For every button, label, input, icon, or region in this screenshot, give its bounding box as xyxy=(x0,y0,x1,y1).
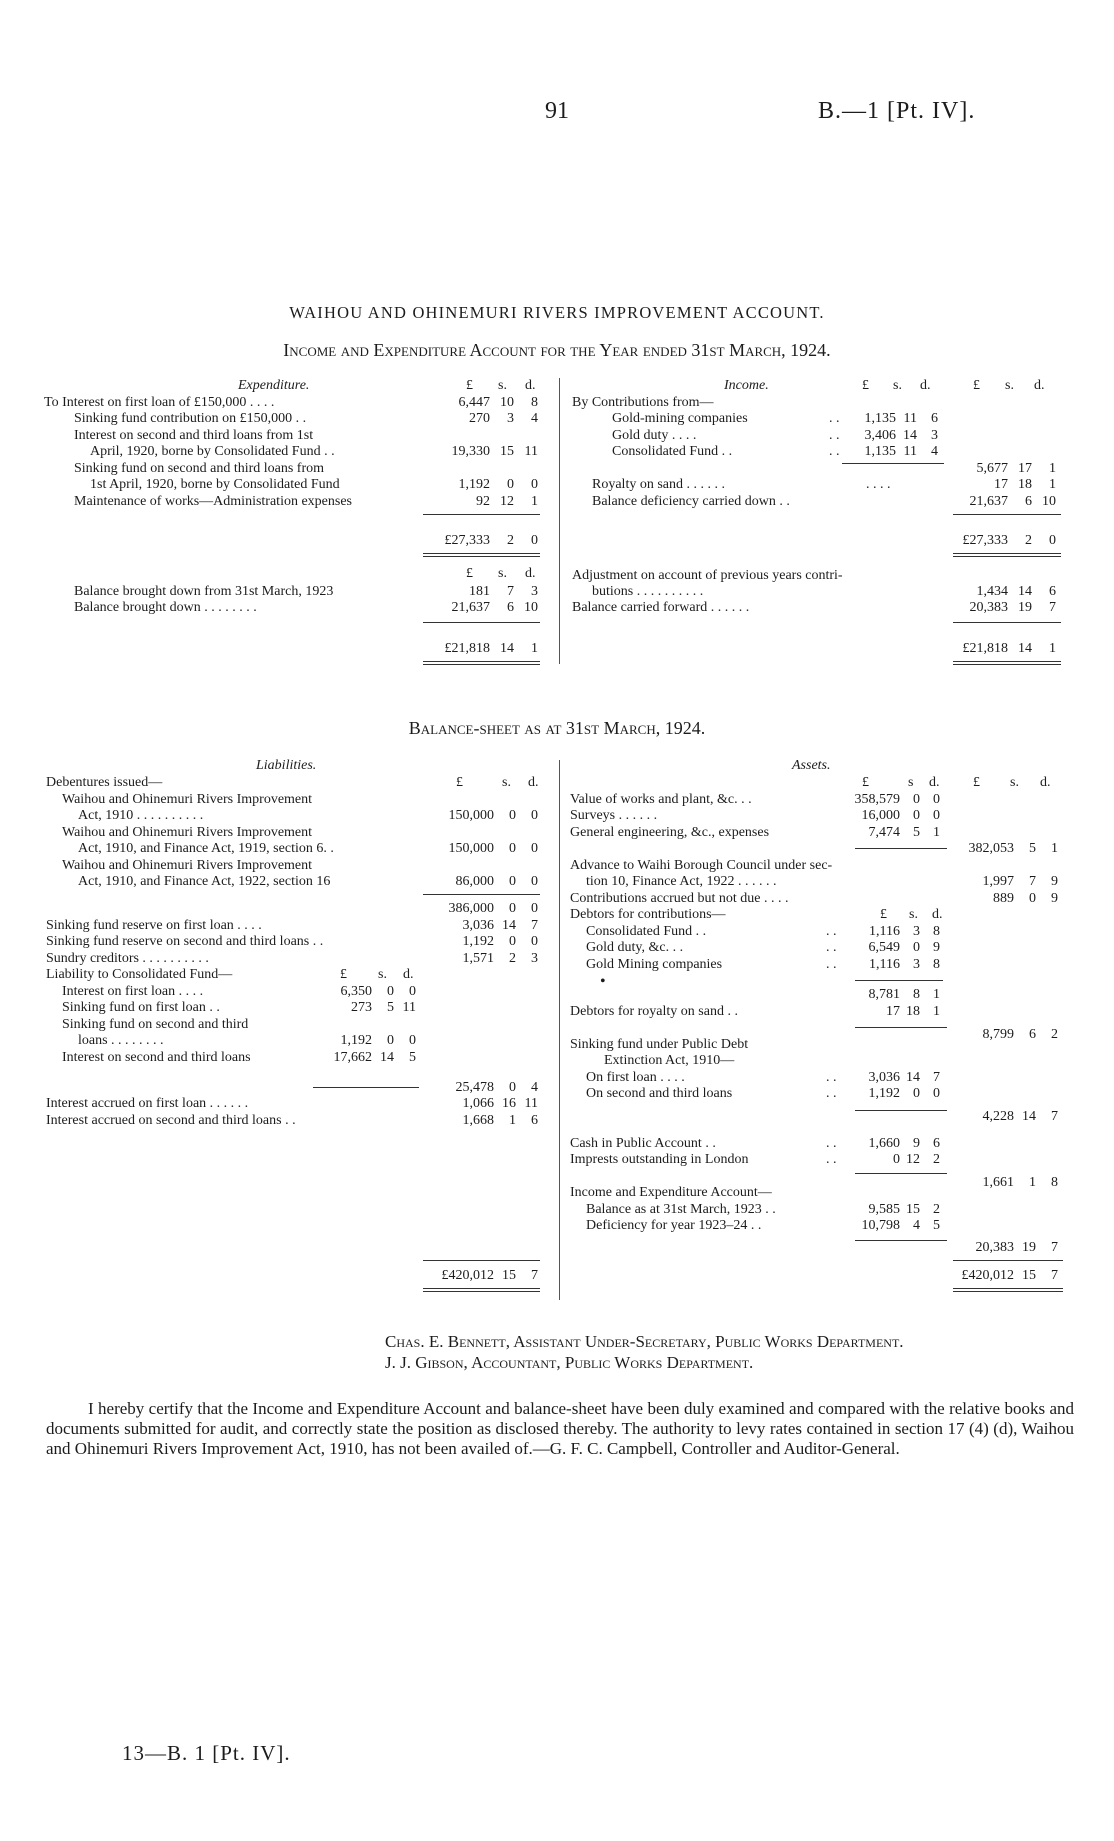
amount-shillings: 18 xyxy=(906,1004,920,1019)
amount-shillings: 0 xyxy=(387,984,394,999)
ie-column-divider xyxy=(559,378,560,664)
amount-pence: 4 xyxy=(531,411,538,426)
sinking-total-pounds: 4,228 xyxy=(982,1109,1014,1124)
amount-shillings: 0 xyxy=(913,808,920,823)
income-expenditure-title: Income and Expenditure Account for the Year ended 31st March, 1924. xyxy=(283,340,831,360)
income-grand-total-pence: 1 xyxy=(1049,641,1056,656)
signatory-bennett: Chas. E. Bennett, Assistant Under-Secretary, Public Works Department. xyxy=(385,1332,904,1351)
subtotal-rule xyxy=(423,1260,540,1261)
ie-total-pence: 7 xyxy=(1051,1240,1058,1255)
subtotal-rule xyxy=(855,980,943,981)
amount-pence: 6 xyxy=(531,1113,538,1128)
income-total-pounds: £27,333 xyxy=(962,533,1008,548)
assets-grand-total-pence: 7 xyxy=(1051,1268,1058,1283)
amount-pounds: 1,668 xyxy=(462,1113,494,1128)
col-head-pounds: £ xyxy=(880,907,887,922)
cf-line: Interest on second and third loans xyxy=(62,1050,251,1065)
income-grand-total-pounds: £21,818 xyxy=(962,641,1008,656)
amount-pence: 3 xyxy=(931,428,938,443)
income-line: Consolidated Fund . . xyxy=(612,444,733,459)
amount-shillings: 14 xyxy=(906,1070,920,1085)
amount-pence: 0 xyxy=(531,934,538,949)
accrued-line: Interest accrued on second and third loans . . xyxy=(46,1113,296,1128)
amount-shillings: 0 xyxy=(1029,891,1036,906)
accrued-line: Interest accrued on first loan . . . . . . xyxy=(46,1096,249,1111)
cash-total-shillings: 1 xyxy=(1029,1175,1036,1190)
debentures-line: Waihou and Ohinemuri Rivers Improvement xyxy=(62,825,313,840)
amount-pence: 2 xyxy=(933,1202,940,1217)
income-line: Balance deficiency carried down . . xyxy=(592,494,790,509)
liabilities-heading: Liabilities. xyxy=(256,758,317,773)
amount-pounds: 1,135 xyxy=(864,411,896,426)
cf-total-pence: 4 xyxy=(531,1080,538,1095)
signatory-gibson: J. J. Gibson, Accountant, Public Works Department. xyxy=(385,1353,754,1372)
debentures-line: Waihou and Ohinemuri Rivers Improvement xyxy=(62,858,313,873)
amount-pounds: 16,000 xyxy=(861,808,900,823)
amount-pounds: 1,192 xyxy=(458,477,490,492)
debtor-line: Gold duty, &c. . . xyxy=(586,940,684,955)
col-head-shillings: s xyxy=(908,775,914,790)
assets-heading: Assets. xyxy=(792,758,831,773)
expenditure-grand-total-pounds: £21,818 xyxy=(444,641,490,656)
col-head-pence: d. xyxy=(525,566,536,581)
amount-pence: 3 xyxy=(531,584,538,599)
amount-shillings: 11 xyxy=(903,444,917,459)
amount-shillings: 3 xyxy=(913,924,920,939)
debtor-subtotal-pounds: 8,781 xyxy=(868,987,900,1002)
amount-pounds: 5,677 xyxy=(976,461,1008,476)
amount-pence: 6 xyxy=(933,1136,940,1151)
amount-shillings: 19 xyxy=(1018,600,1032,615)
amount-shillings: 16 xyxy=(502,1096,516,1111)
adjustment-line: butions . . . . . . . . . . xyxy=(592,584,704,599)
bullet-mark: • xyxy=(600,973,606,990)
asset-line: Advance to Waihi Borough Council under sec- xyxy=(570,858,833,873)
col-head-pounds: £ xyxy=(973,378,980,393)
col-head-pounds: £ xyxy=(466,566,473,581)
amount-pounds: 3,036 xyxy=(868,1070,900,1085)
amount-shillings: 0 xyxy=(387,1033,394,1048)
document-title: WAIHOU AND OHINEMURI RIVERS IMPROVEMENT ACCOUNT. xyxy=(289,303,825,322)
expenditure-total-pounds: £27,333 xyxy=(444,533,490,548)
liability-line: Sinking fund reserve on first loan . . . . xyxy=(46,918,262,933)
expenditure-line: 1st April, 1920, borne by Consolidated Fund xyxy=(90,477,340,492)
col-head-pence: d. xyxy=(1034,378,1045,393)
amount-pounds: 1,192 xyxy=(462,934,494,949)
subtotal-rule xyxy=(855,1110,947,1111)
debtor-subtotal-shillings: 8 xyxy=(913,987,920,1002)
cf-line: loans . . . . . . . . xyxy=(78,1033,164,1048)
sinking-total-shillings: 14 xyxy=(1022,1109,1036,1124)
liability-line: Sinking fund reserve on second and third loans . . xyxy=(46,934,324,949)
amount-shillings: 14 xyxy=(903,428,917,443)
amount-pounds: 3,036 xyxy=(462,918,494,933)
col-head-pence: d. xyxy=(920,378,931,393)
col-head-pounds: £ xyxy=(456,775,463,790)
amount-pence: 1 xyxy=(1049,477,1056,492)
total-rule xyxy=(953,553,1061,554)
assets-grand-total-shillings: 15 xyxy=(1022,1268,1036,1283)
amount-pence: 11 xyxy=(524,444,538,459)
amount-shillings: 4 xyxy=(913,1218,920,1233)
col-head-pence: d. xyxy=(403,967,414,982)
subtotal-rule xyxy=(953,514,1061,515)
debtors-total-pence: 2 xyxy=(1051,1027,1058,1042)
expenditure-line: April, 1920, borne by Consolidated Fund . . xyxy=(90,444,335,459)
asset-line: Cash in Public Account . . xyxy=(570,1136,716,1151)
amount-pence: 9 xyxy=(1051,891,1058,906)
income-line: Gold duty . . . . xyxy=(612,428,697,443)
amount-pence: 6 xyxy=(931,411,938,426)
income-grand-total-shillings: 14 xyxy=(1018,641,1032,656)
amount-pence: 5 xyxy=(933,1218,940,1233)
amount-pounds: 1,135 xyxy=(864,444,896,459)
asset-line: Sinking fund under Public Debt xyxy=(570,1037,749,1052)
audit-certificate: I hereby certify that the Income and Expenditure Account and balance-sheet have been duly examined and compared with the relative books and documents submitted for audit, and correctly state the position as disclosed thereby. The authority to levy rates contained in section 17 (4) (d), Waihou and Ohinemuri Rivers Improvement Act, 1910, has not been availed of.—G. F. C. Campbell, Controller and Auditor-General. xyxy=(46,1399,1074,1458)
debentures-total-pence: 0 xyxy=(531,901,538,916)
amount-shillings: 15 xyxy=(500,444,514,459)
amount-shillings: 0 xyxy=(913,1086,920,1101)
amount-shillings: 3 xyxy=(507,411,514,426)
expenditure-total-shillings: 2 xyxy=(507,533,514,548)
amount-shillings: 12 xyxy=(500,494,514,509)
asset-line: On second and third loans xyxy=(586,1086,733,1101)
debentures-line: Act, 1910, and Finance Act, 1922, section 16 xyxy=(78,874,331,889)
amount-pence: 5 xyxy=(409,1050,416,1065)
amount-shillings: 0 xyxy=(913,940,920,955)
balance-sheet-title: Balance-sheet as at 31st March, 1924. xyxy=(408,718,706,738)
amount-pounds: 273 xyxy=(351,1000,372,1015)
subtotal-rule xyxy=(953,622,1061,623)
amount-pounds: 17,662 xyxy=(333,1050,372,1065)
amount-pounds: 150,000 xyxy=(448,808,494,823)
amount-pence: 8 xyxy=(933,924,940,939)
income-line: Gold-mining companies xyxy=(612,411,748,426)
amount-pounds: 92 xyxy=(476,494,490,509)
debentures-line: Act, 1910 . . . . . . . . . . xyxy=(78,808,204,823)
asset-line: tion 10, Finance Act, 1922 . . . . . . xyxy=(586,874,777,889)
debentures-line: Waihou and Ohinemuri Rivers Improvement xyxy=(62,792,313,807)
signatories xyxy=(385,1331,904,1373)
page-reference: B.—1 [Pt. IV]. xyxy=(818,98,976,124)
amount-pence: 3 xyxy=(531,951,538,966)
cf-line: Sinking fund on first loan . . xyxy=(62,1000,220,1015)
sinking-total-pence: 7 xyxy=(1051,1109,1058,1124)
amount-shillings: 9 xyxy=(913,1136,920,1151)
col-head-shillings: s. xyxy=(909,907,918,922)
amount-pounds: 10,798 xyxy=(861,1218,900,1233)
works-total-pounds: 382,053 xyxy=(968,841,1014,856)
asset-line: General engineering, &c., expenses xyxy=(570,825,770,840)
balance-line: Balance brought down from 31st March, 1923 xyxy=(74,584,334,599)
cash-total-pence: 8 xyxy=(1051,1175,1058,1190)
amount-shillings: 17 xyxy=(1018,461,1032,476)
cash-total-pounds: 1,661 xyxy=(982,1175,1014,1190)
amount-shillings: 11 xyxy=(903,411,917,426)
asset-line: Balance as at 31st March, 1923 . . xyxy=(586,1202,776,1217)
income-line: Royalty on sand . . . . . . xyxy=(592,477,725,492)
amount-pounds: 7,474 xyxy=(868,825,900,840)
expenditure-line: Maintenance of works—Administration expenses xyxy=(74,494,352,509)
debtor-line: Gold Mining companies xyxy=(586,957,723,972)
total-rule xyxy=(423,1291,540,1292)
debtor-line: Consolidated Fund . . xyxy=(586,924,707,939)
asset-line: Contributions accrued but not due . . . . xyxy=(570,891,789,906)
amount-pence: 0 xyxy=(933,1086,940,1101)
col-head-shillings: s. xyxy=(378,967,387,982)
amount-pence: 6 xyxy=(1049,584,1056,599)
liabilities-grand-total-pounds: £420,012 xyxy=(441,1268,494,1283)
amount-shillings: 2 xyxy=(509,951,516,966)
adjustment-line: Balance carried forward . . . . . . xyxy=(572,600,750,615)
amount-pounds: 6,350 xyxy=(340,984,372,999)
amount-pence: 7 xyxy=(1049,600,1056,615)
amount-pence: 0 xyxy=(531,808,538,823)
col-head-pounds: £ xyxy=(973,775,980,790)
amount-shillings: 6 xyxy=(1025,494,1032,509)
asset-line: Value of works and plant, &c. . . xyxy=(570,792,752,807)
amount-pence: 11 xyxy=(524,1096,538,1111)
debentures-total-shillings: 0 xyxy=(509,901,516,916)
amount-pounds: 1,434 xyxy=(976,584,1008,599)
amount-pounds: 21,637 xyxy=(969,494,1008,509)
amount-pounds: 21,637 xyxy=(451,600,490,615)
col-head-pounds: £ xyxy=(862,775,869,790)
amount-shillings: 14 xyxy=(502,918,516,933)
amount-pounds: 3,406 xyxy=(864,428,896,443)
amount-shillings: 0 xyxy=(509,934,516,949)
cf-line: Interest on first loan . . . . xyxy=(62,984,204,999)
amount-pence: 4 xyxy=(931,444,938,459)
amount-shillings: 0 xyxy=(507,477,514,492)
total-rule xyxy=(953,664,1061,665)
subtotal-rule xyxy=(423,514,540,515)
total-rule xyxy=(423,661,540,662)
expenditure-line: Sinking fund contribution on £150,000 . . xyxy=(74,411,307,426)
amount-pence: 1 xyxy=(531,494,538,509)
amount-pence: 0 xyxy=(531,841,538,856)
amount-pounds: 1,192 xyxy=(340,1033,372,1048)
cf-line: Sinking fund on second and third xyxy=(62,1017,249,1032)
amount-pounds: 1,066 xyxy=(462,1096,494,1111)
amount-pounds: 6,447 xyxy=(458,395,490,410)
amount-shillings: 18 xyxy=(1018,477,1032,492)
liability-line: Liability to Consolidated Fund— xyxy=(46,967,233,982)
subtotal-rule xyxy=(855,1173,947,1174)
amount-pence: 0 xyxy=(531,874,538,889)
amount-shillings: 14 xyxy=(380,1050,394,1065)
amount-shillings: 1 xyxy=(509,1113,516,1128)
expenditure-line: Sinking fund on second and third loans from xyxy=(74,461,325,476)
debtors-total-pounds: 8,799 xyxy=(982,1027,1014,1042)
amount-pounds: 1,571 xyxy=(462,951,494,966)
works-total-pence: 1 xyxy=(1051,841,1058,856)
asset-line: Debtors for contributions— xyxy=(570,907,726,922)
subtotal-rule xyxy=(855,848,947,849)
amount-pence: 0 xyxy=(933,808,940,823)
amount-shillings: 5 xyxy=(913,825,920,840)
col-head-shillings: s. xyxy=(502,775,511,790)
expenditure-line: Interest on second and third loans from 1st xyxy=(74,428,314,443)
amount-pounds: 1,660 xyxy=(868,1136,900,1151)
amount-pounds: 181 xyxy=(469,584,490,599)
amount-pence: 7 xyxy=(531,918,538,933)
expenditure-line: To Interest on first loan of £150,000 . . . . xyxy=(44,395,275,410)
income-heading: Income. xyxy=(724,378,769,393)
col-head-pounds: £ xyxy=(862,378,869,393)
amount-shillings: 0 xyxy=(913,792,920,807)
amount-shillings: 5 xyxy=(387,1000,394,1015)
col-head-pounds: £ xyxy=(466,378,473,393)
amount-shillings: 10 xyxy=(500,395,514,410)
asset-line: Extinction Act, 1910— xyxy=(604,1053,735,1068)
amount-pounds: 19,330 xyxy=(451,444,490,459)
subtotal-rule xyxy=(423,622,540,623)
page-number: 91 xyxy=(545,98,569,124)
amount-pounds: 1,997 xyxy=(982,874,1014,889)
cf-total-shillings: 0 xyxy=(509,1080,516,1095)
amount-pence: 1 xyxy=(1049,461,1056,476)
amount-shillings: 12 xyxy=(906,1152,920,1167)
adjustment-line: Adjustment on account of previous years contri- xyxy=(572,568,843,583)
col-head-pence: d. xyxy=(525,378,536,393)
subtotal-rule xyxy=(855,1240,947,1241)
amount-pounds: 17 xyxy=(886,1004,900,1019)
balance-line: Balance brought down . . . . . . . . xyxy=(74,600,257,615)
col-head-shillings: s. xyxy=(498,566,507,581)
asset-line: Income and Expenditure Account— xyxy=(570,1185,772,1200)
liabilities-grand-total-shillings: 15 xyxy=(502,1268,516,1283)
asset-line: Debtors for royalty on sand . . xyxy=(570,1004,738,1019)
col-head-shillings: s. xyxy=(498,378,507,393)
debentures-line: Act, 1910, and Finance Act, 1919, section 6. . xyxy=(78,841,334,856)
amount-pounds: 358,579 xyxy=(854,792,900,807)
asset-line: Imprests outstanding in London xyxy=(570,1152,749,1167)
amount-pounds: 6,549 xyxy=(868,940,900,955)
amount-pence: 2 xyxy=(933,1152,940,1167)
amount-pounds: 1,192 xyxy=(868,1086,900,1101)
amount-pounds: 889 xyxy=(993,891,1014,906)
amount-pence: 1 xyxy=(933,825,940,840)
asset-line: Surveys . . . . . . xyxy=(570,808,658,823)
expenditure-heading: Expenditure. xyxy=(238,378,310,393)
expenditure-grand-total-shillings: 14 xyxy=(500,641,514,656)
amount-shillings: 3 xyxy=(913,957,920,972)
liabilities-grand-total-pence: 7 xyxy=(531,1268,538,1283)
amount-pence: 7 xyxy=(933,1070,940,1085)
col-head-pence: d. xyxy=(1040,775,1051,790)
subtotal-rule xyxy=(855,1027,947,1028)
amount-pounds: 17 xyxy=(994,477,1008,492)
amount-shillings: 0 xyxy=(509,874,516,889)
col-head-pence: d. xyxy=(528,775,539,790)
amount-shillings: 7 xyxy=(507,584,514,599)
income-total-shillings: 2 xyxy=(1025,533,1032,548)
asset-line: Deficiency for year 1923–24 . . xyxy=(586,1218,762,1233)
amount-pence: 11 xyxy=(402,1000,416,1015)
ie-total-shillings: 19 xyxy=(1022,1240,1036,1255)
subtotal-rule xyxy=(313,1087,419,1088)
income-total-pence: 0 xyxy=(1049,533,1056,548)
amount-pounds: 1,116 xyxy=(869,924,900,939)
amount-pence: 1 xyxy=(933,1004,940,1019)
amount-shillings: 15 xyxy=(906,1202,920,1217)
total-rule xyxy=(953,556,1061,557)
amount-shillings: 0 xyxy=(509,808,516,823)
amount-pounds: 20,383 xyxy=(969,600,1008,615)
amount-pence: 8 xyxy=(531,395,538,410)
col-head-shillings: s. xyxy=(1010,775,1019,790)
amount-pence: 0 xyxy=(409,984,416,999)
subtotal-rule xyxy=(423,894,540,895)
total-rule xyxy=(953,661,1061,662)
income-line: By Contributions from— xyxy=(572,395,714,410)
amount-pence: 8 xyxy=(933,957,940,972)
works-total-shillings: 5 xyxy=(1029,841,1036,856)
col-head-pence: d. xyxy=(932,907,943,922)
total-rule xyxy=(953,1291,1063,1292)
amount-pounds: 0 xyxy=(893,1152,900,1167)
col-head-pence: d. xyxy=(929,775,940,790)
subtotal-rule xyxy=(842,463,944,464)
total-rule xyxy=(423,556,540,557)
total-rule xyxy=(953,1288,1063,1289)
total-rule xyxy=(423,1288,540,1289)
amount-pence: 9 xyxy=(933,940,940,955)
footer-reference: 13—B. 1 [Pt. IV]. xyxy=(122,1741,291,1765)
amount-shillings: 6 xyxy=(507,600,514,615)
amount-pence: 10 xyxy=(1042,494,1056,509)
amount-pounds: 150,000 xyxy=(448,841,494,856)
col-head-shillings: s. xyxy=(893,378,902,393)
amount-pounds: 86,000 xyxy=(455,874,494,889)
debentures-total-pounds: 386,000 xyxy=(448,901,494,916)
cf-total-pounds: 25,478 xyxy=(455,1080,494,1095)
expenditure-grand-total-pence: 1 xyxy=(531,641,538,656)
assets-grand-total-pounds: £420,012 xyxy=(961,1268,1014,1283)
ie-total-pounds: 20,383 xyxy=(975,1240,1014,1255)
total-rule xyxy=(423,664,540,665)
debentures-line: Debentures issued— xyxy=(46,775,163,790)
debtors-total-shillings: 6 xyxy=(1029,1027,1036,1042)
amount-shillings: 7 xyxy=(1029,874,1036,889)
amount-pounds: 1,116 xyxy=(869,957,900,972)
amount-pence: 9 xyxy=(1051,874,1058,889)
asset-line: On first loan . . . . xyxy=(586,1070,685,1085)
liability-line: Sundry creditors . . . . . . . . . . xyxy=(46,951,209,966)
amount-pence: 0 xyxy=(933,792,940,807)
amount-pence: 0 xyxy=(409,1033,416,1048)
bs-column-divider xyxy=(559,760,560,1300)
amount-pence: 0 xyxy=(531,477,538,492)
amount-pounds: 9,585 xyxy=(868,1202,900,1217)
expenditure-total-pence: 0 xyxy=(531,533,538,548)
amount-pence: 10 xyxy=(524,600,538,615)
amount-shillings: 14 xyxy=(1018,584,1032,599)
col-head-shillings: s. xyxy=(1005,378,1014,393)
col-head-pounds: £ xyxy=(340,967,347,982)
amount-pounds: 270 xyxy=(469,411,490,426)
amount-shillings: 0 xyxy=(509,841,516,856)
debtor-subtotal-pence: 1 xyxy=(933,987,940,1002)
total-rule xyxy=(423,553,540,554)
subtotal-rule xyxy=(953,1260,1063,1261)
